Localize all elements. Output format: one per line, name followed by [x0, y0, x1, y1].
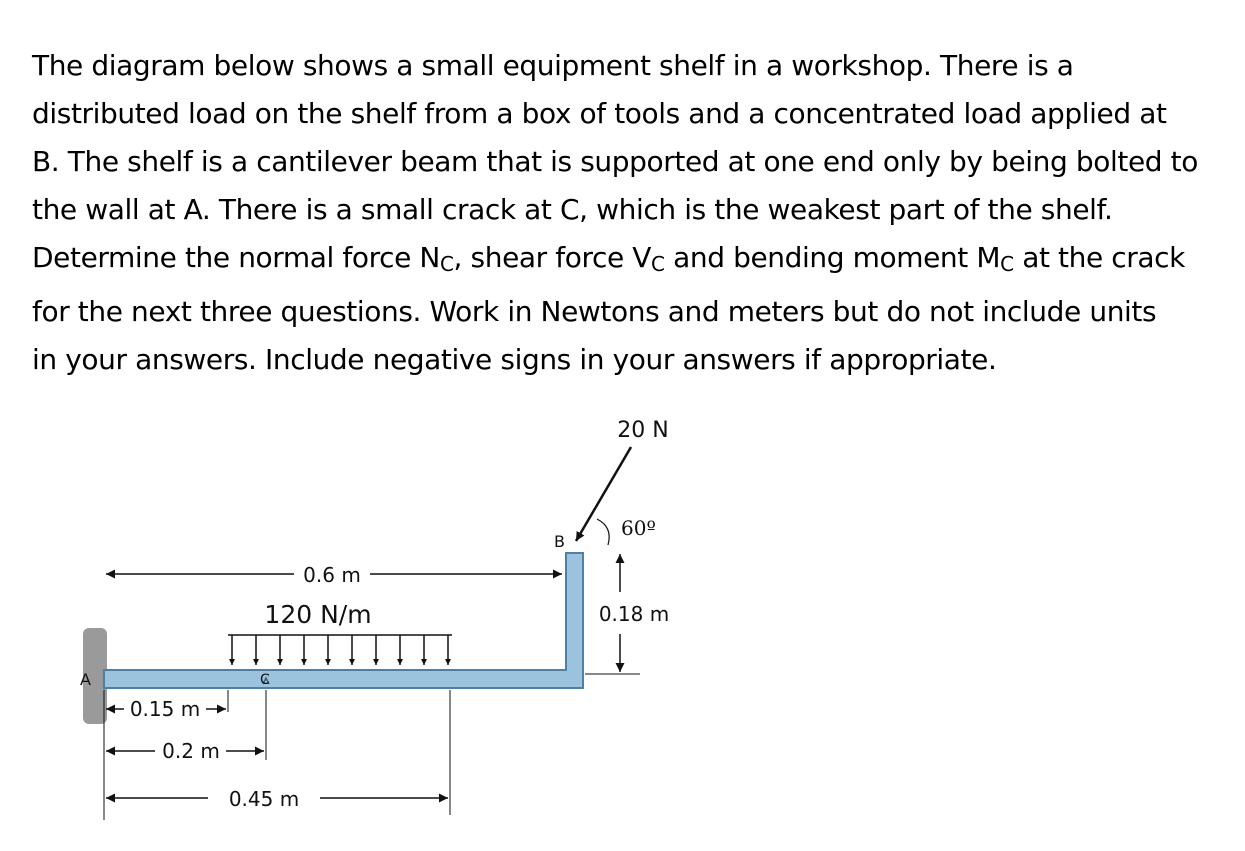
angle-arc	[597, 519, 609, 545]
point-c-label: C	[260, 672, 270, 688]
dim-load-start-label: 0.2 m	[162, 739, 220, 763]
problem-line-4: the wall at A. There is a small crack at C, which is the weakest part of the shelf.	[32, 193, 1113, 226]
shelf-diagram	[0, 400, 1245, 851]
dim-load-end-label: 0.45 m	[228, 787, 300, 811]
problem-line-1: The diagram below shows a small equipment shelf in a workshop. There is a	[32, 49, 1074, 82]
problem-line-2: distributed load on the shelf from a box of tools and a concentrated load applied at	[32, 97, 1167, 130]
angle-label: 60º	[621, 516, 656, 540]
problem-line-7: in your answers. Include negative signs in your answers if appropriate.	[32, 343, 997, 376]
problem-line-5	[32, 234, 1232, 288]
problem-line-5-part-b: , shear force V	[453, 241, 652, 274]
problem-line-6: for the next three questions. Work in Newtons and meters but do not include units	[32, 295, 1157, 328]
problem-line-5-part-a: Determine the normal force N	[32, 241, 440, 274]
problem-line-3: B. The shelf is a cantilever beam that is supported at one end only by being bolted to	[32, 145, 1198, 178]
height-dimension-label: 0.18 m	[598, 602, 670, 626]
problem-line-5-part-c: and bending moment M	[664, 241, 1001, 274]
point-a-label: A	[80, 670, 91, 689]
normal-force-subscript: C	[439, 252, 454, 276]
dim-c-label: 0.15 m	[129, 697, 201, 721]
distributed-load-label: 120 N/m	[264, 600, 372, 629]
span-dimension-label: 0.6 m	[303, 563, 361, 587]
force-label: 20 N	[617, 418, 669, 443]
distributed-load	[228, 635, 452, 665]
problem-line-5-part-d: at the crack	[1013, 241, 1185, 274]
shear-force-subscript: C	[651, 252, 665, 276]
problem-statement	[32, 42, 1232, 384]
bending-moment-subscript: C	[1000, 252, 1014, 276]
point-b-label: B	[554, 532, 565, 551]
